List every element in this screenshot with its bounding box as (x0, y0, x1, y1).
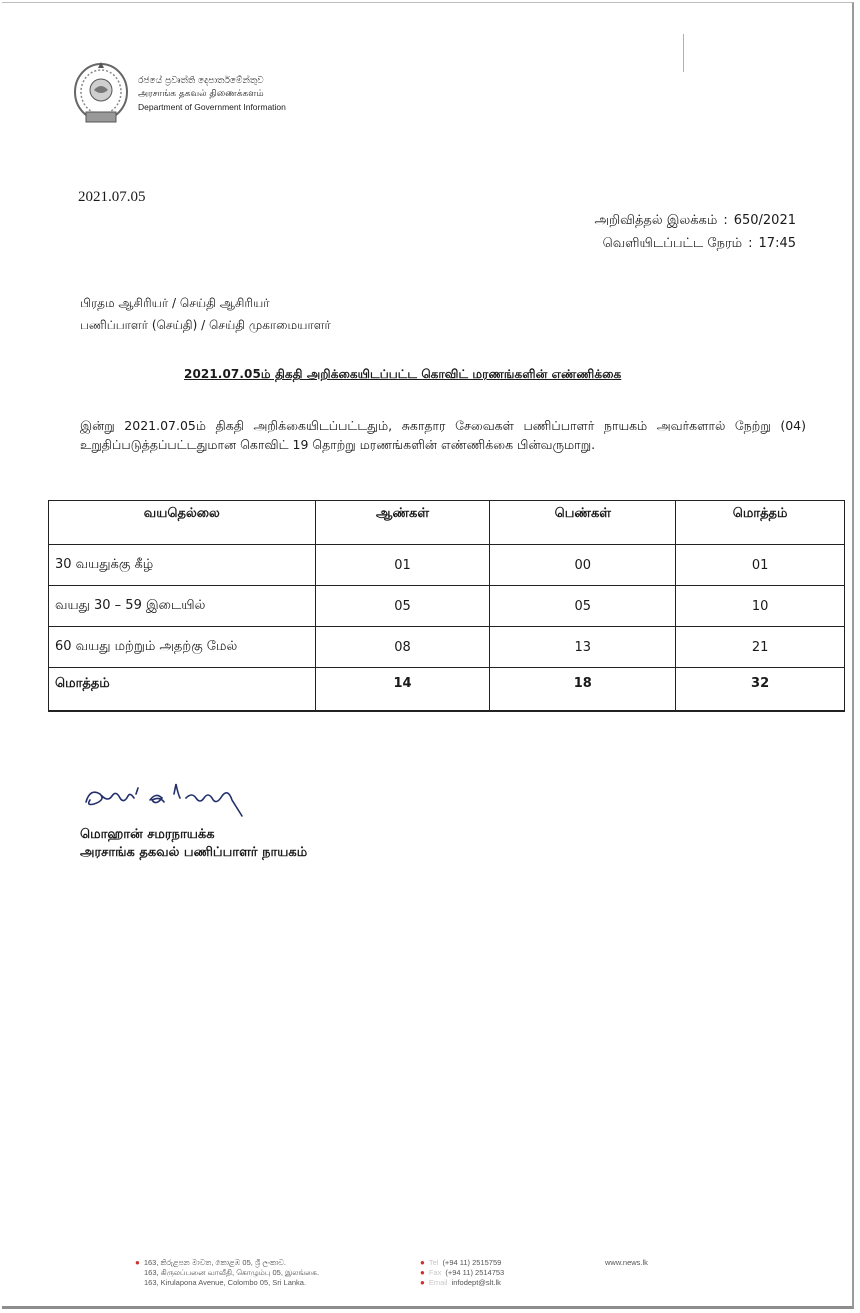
table-total-row (49, 668, 845, 712)
footer-website: www.news.lk (605, 1258, 648, 1267)
signatory-name: மொஹான் சமரநாயக்க (80, 827, 215, 842)
signatory-title: அரசாங்க தகவல் பணிப்பாளர் நாயகம் (80, 845, 308, 860)
bullet-icon: ● (420, 1268, 425, 1277)
recipients (80, 292, 331, 336)
deaths-table (48, 500, 845, 712)
female-cell: 13 (490, 627, 676, 668)
contact-phone: ● Tel (+94 11) 2515759 (420, 1258, 502, 1267)
contact-email: ● Email infodept@slt.lk (420, 1278, 501, 1287)
release-number-line (595, 209, 796, 232)
total-label-cell: மொத்தம் (49, 668, 316, 712)
total-cell: 01 (676, 545, 845, 586)
male-cell: 01 (315, 545, 490, 586)
separator: : (748, 236, 753, 251)
sri-lanka-emblem-icon (72, 60, 130, 128)
header-female: பெண்கள் (490, 501, 676, 545)
table-row (49, 627, 845, 668)
age-range-cell: 60 வயது மற்றும் அதற்கு மேல் (49, 627, 316, 668)
separator: : (723, 213, 728, 228)
org-name-tamil: அரசாங்க தகவல் திணைக்களம் (138, 88, 264, 99)
handwritten-signature (78, 780, 308, 824)
contact-fax: ● Fax (+94 11) 2514753 (420, 1268, 505, 1277)
release-number-label: அறிவித்தல் இலக்கம் (594, 213, 718, 228)
header-total: மொத்தம் (676, 501, 845, 545)
table-row (49, 545, 845, 586)
table-row (49, 586, 845, 627)
recipient-line: பிரதம ஆசிரியர் / செய்தி ஆசிரியர் (80, 296, 270, 310)
release-time-label: வெளியிடப்பட்ட நேரம் (602, 236, 743, 251)
bullet-icon: ● (135, 1258, 140, 1267)
scan-mark-line (683, 34, 684, 72)
footer-address (135, 1258, 319, 1288)
total-cell: 10 (676, 586, 845, 627)
footer-contacts (420, 1258, 504, 1288)
age-range-cell: வயது 30 – 59 இடையில் (49, 586, 316, 627)
table-header-row (49, 501, 845, 545)
male-cell: 08 (315, 627, 490, 668)
organization-name (138, 75, 286, 114)
address-line: ● 163, කිරුළපන මාවත, කොළඹ 05, ශ්‍රී ලංකාව. (135, 1258, 287, 1267)
release-meta (595, 209, 796, 255)
age-range-cell: 30 வயதுக்கு கீழ் (49, 545, 316, 586)
female-cell: 00 (490, 545, 676, 586)
total-cell: 21 (676, 627, 845, 668)
release-time-value: 17:45 (758, 236, 796, 251)
header-age-range: வயதெல்லை (49, 501, 316, 545)
subject-heading: 2021.07.05ம் திகதி அறிக்கையிடப்பட்ட கொவிட் மரணங்களின் எண்ணிக்கை (184, 367, 622, 381)
female-cell: 05 (490, 586, 676, 627)
org-name-sinhala: රජයේ ප්‍රවෘත්ති දෙපාර්තමේන්තුව (138, 75, 264, 86)
bullet-icon: ● (420, 1278, 425, 1287)
org-name-english: Department of Government Information (138, 101, 286, 112)
bullet-icon: ● (420, 1258, 425, 1267)
total-female-cell: 18 (490, 668, 676, 712)
grand-total-cell: 32 (676, 668, 845, 712)
body-paragraph: இன்று 2021.07.05ம் திகதி அறிக்கையிடப்பட்டதும், சுகாதார சேவைகள் பணிப்பாளர் நாயகம் அவர்களால் நேற்று (04) உறுதிப்படுத்தப்பட்டதுமான கொவிட் 19 தொற்று மரணங்களின் எண்ணிக்கை பின்வருமாறு. (80, 418, 806, 452)
male-cell: 05 (315, 586, 490, 627)
letterhead (72, 60, 286, 128)
header-male: ஆண்கள் (315, 501, 490, 545)
address-line: 163, Kirulapona Avenue, Colombo 05, Sri Lanka. (144, 1278, 307, 1287)
release-number-value: 650/2021 (733, 213, 796, 228)
recipient-line: பணிப்பாளர் (செய்தி) / செய்தி முகாமையாளர் (80, 318, 331, 332)
release-time-line (595, 232, 796, 255)
total-male-cell: 14 (315, 668, 490, 712)
signatory (80, 826, 307, 862)
address-line: 163, கிருலப்பனை வாவீதி, கொழும்பு 05, இலங்கை. (144, 1268, 320, 1277)
letter-date: 2021.07.05 (78, 189, 146, 205)
